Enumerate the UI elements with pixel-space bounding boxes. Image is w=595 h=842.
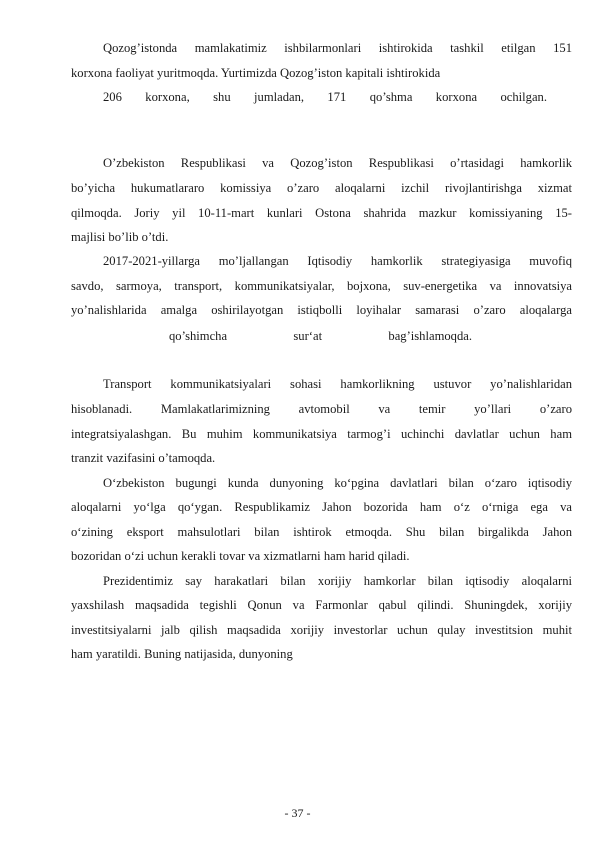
text-line: 2017-2021-yillarga mo’ljallangan Iqtisodiy hamkorlik strategiyasiga muvofiq [103,254,572,268]
text-line: investitsiyalarni jalb qilish maqsadida xorijiy investorlar uchun qulay investitsion muhit [71,623,572,637]
text-line: tranzit vazifasini o’tamoqda. [71,451,216,465]
text-line: aloqalarni yo‘lga qo‘ygan. Respublikamiz Jahon bozorida ham o‘z o‘rniga ega va [71,500,572,514]
page-number: - 37 - [284,806,311,820]
text-line: yaxshilash maqsadida tegishli Qonun va Farmonlar qabul qilindi. Shuningdek, xorijiy [71,598,572,612]
text-line: korxona faoliyat yuritmoqda. Yurtimizda Qozog’iston kapitali ishtirokida [71,66,441,80]
text-line: O’zbekiston Respublikasi va Qozog’iston Respublikasi o’rtasidagi hamkorlik [103,156,572,170]
text-line: integratsiyalashgan. Bu muhim kommunikatsiya tarmog’i uchinchi davlatlar uchun ham [71,427,572,441]
text-line: Transport kommunikatsiyalari sohasi hamkorlikning ustuvor yo’nalishlaridan [103,377,572,391]
text-line: O‘zbekiston bugungi kunda dunyoning ko‘pgina davlatlari bilan o‘zaro iqtisodiy [103,476,572,490]
text-line: bozoridan o‘zi uchun kerakli tovar va xizmatlarni ham harid qiladi. [71,549,410,563]
text-line: savdo, sarmoya, transport, kommunikatsiyalar, bojxona, suv-energetika va innovatsiya [71,279,572,293]
text-line: o‘zining eksport mahsulotlari bilan ishtirok etmoqda. Shu bilan birgalikda Jahon [71,525,572,539]
text-line: qo’shimcha sur‘at bag’ishlamoqda. [169,329,472,343]
text-line: Qozog’istonda mamlakatimiz ishbilarmonlari ishtirokida tashkil etilgan 151 [103,41,572,55]
text-line: yo’nalishlarida amalga oshirilayotgan istiqbolli loyihalar samarasi o’zaro aloqalarga [71,303,572,317]
text-line: qilmoqda. Joriy yil 10-11-mart kunlari Ostona shahrida mazkur komissiyaning 15- [71,206,572,220]
text-line: hisoblanadi. Mamlakatlarimizning avtomobil va temir yo’llari o’zaro [71,402,572,416]
text-line: bo’yicha hukumatlararo komissiya o’zaro aloqalarni izchil rivojlantirishga xizmat [71,181,572,195]
text-line: ham yaratildi. Buning natijasida, dunyoning [71,647,293,661]
text-line: majlisi bo’lib o’tdi. [71,230,169,244]
text-line: 206 korxona, shu jumladan, 171 qo’shma korxona ochilgan. [103,90,547,104]
text-line: Prezidentimiz say harakatlari bilan xorijiy hamkorlar bilan iqtisodiy aloqalarni [103,574,572,588]
